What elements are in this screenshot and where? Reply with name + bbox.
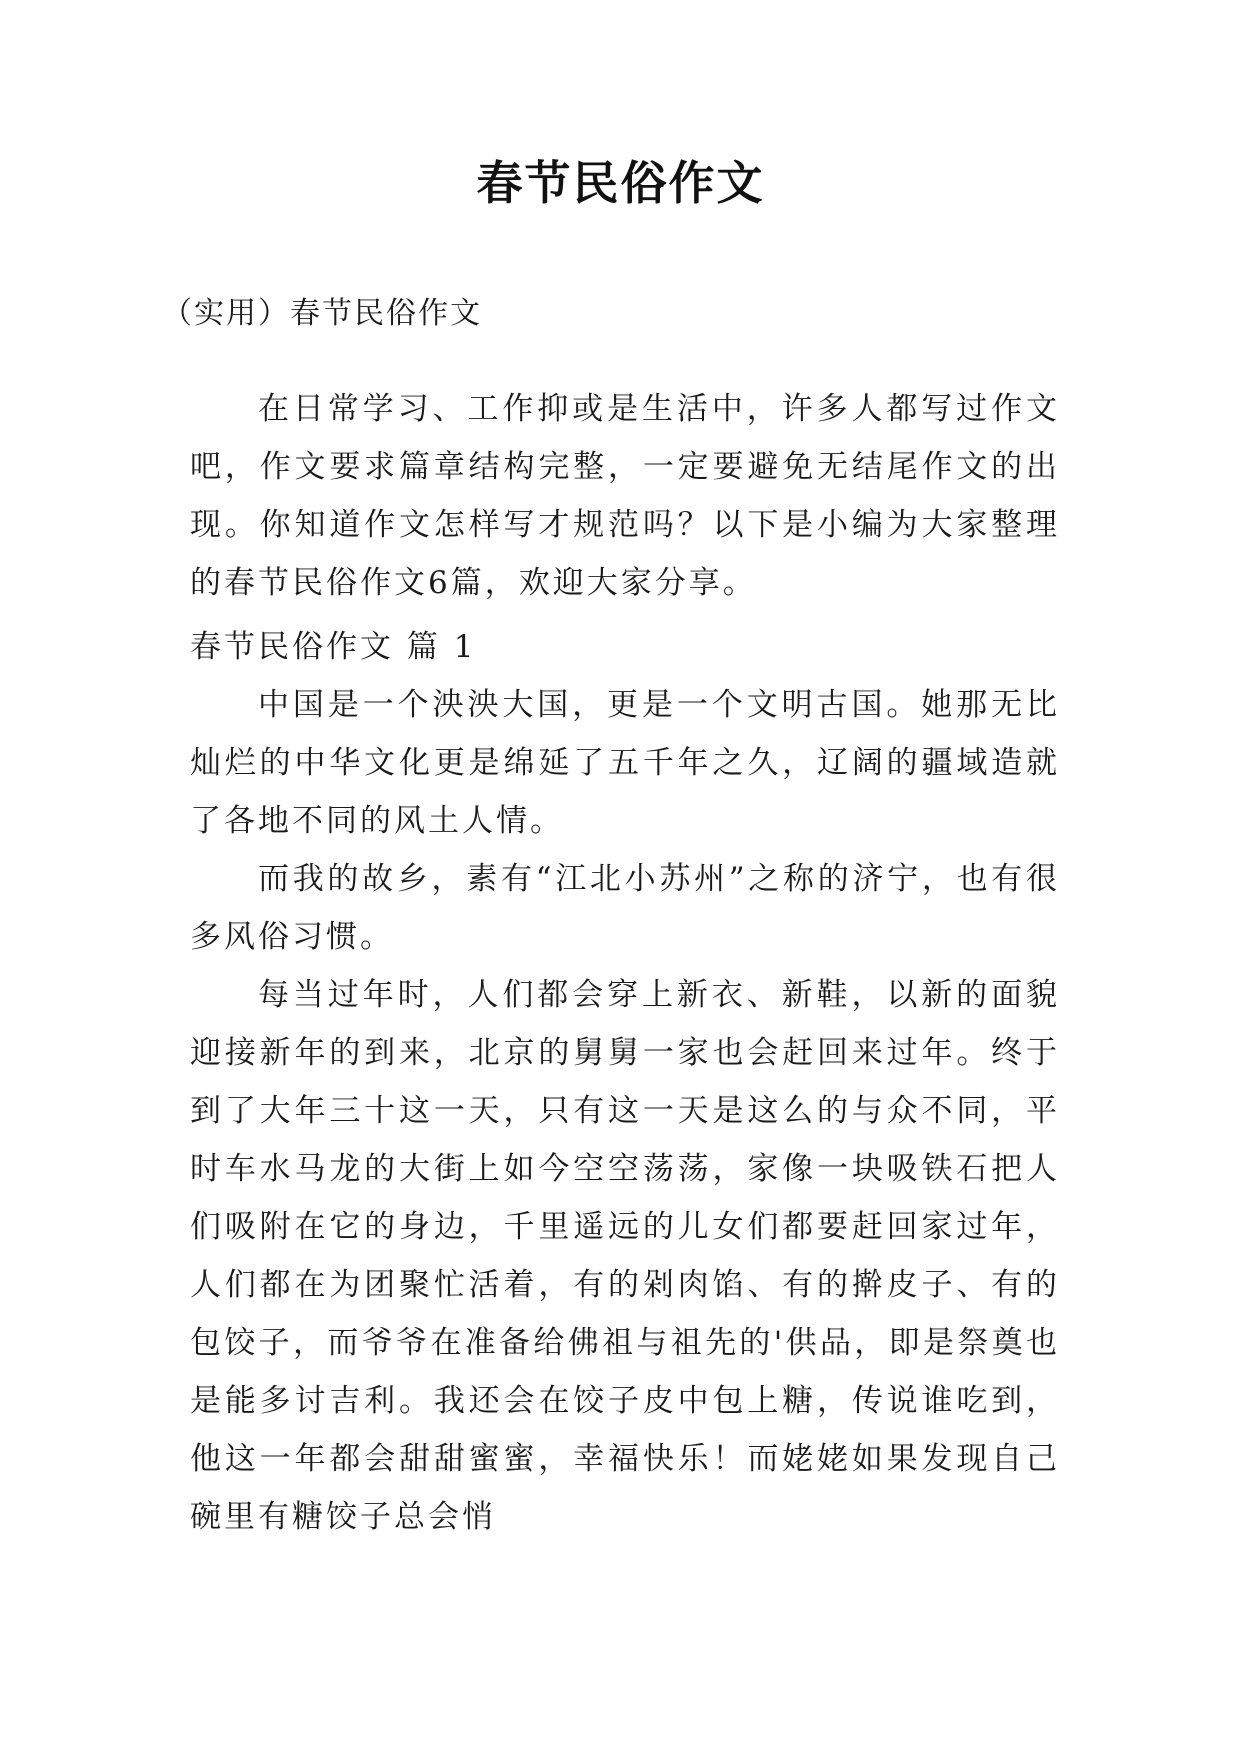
essay-paragraph: 而我的故乡，素有“江北小苏州”之称的济宁，也有很多风俗习惯。: [190, 861, 1060, 955]
document-subtitle: （实用）春节民俗作文: [162, 296, 482, 331]
intro-paragraph: 在日常学习、工作抑或是生活中，许多人都写过作文吧，作文要求篇章结构完整，一定要避免无结尾作文的出现。你知道作文怎样写才规范吗？以下是小编为大家整理的春节民俗作文6篇，欢迎大家分享。: [190, 391, 1060, 601]
intro-block: [190, 380, 1060, 612]
essay-paragraph: 中国是一个泱泱大国，更是一个文明古国。她那无比灿烂的中华文化更是绵延了五千年之久，辽阔的疆域造就了各地不同的风土人情。: [190, 687, 1060, 839]
essay-block: [190, 618, 1060, 1546]
section-heading: 春节民俗作文 篇 1: [190, 629, 477, 665]
document-title: 春节民俗作文: [476, 156, 765, 210]
essay-paragraph: 每当过年时，人们都会穿上新衣、新鞋，以新的面貌迎接新年的到来，北京的舅舅一家也会赶回来过年。终于到了大年三十这一天，只有这一天是这么的与众不同，平时车水马龙的大街上如今空空荡荡，家像一块吸铁石把人们吸附在它的身边，千里遥远的儿女们都要赶回家过年，人们都在为团聚忙活着，有的剁肉馅、有的擀皮子、有的包饺子，而爷爷在准备给佛祖与祖先的'供品，即是祭奠也是能多讨吉利。我还会在饺子皮中包上糖，传说谁吃到，他这一年都会甜甜蜜蜜，幸福快乐！而姥姥如果发现自己碗里有糖饺子总会悄: [190, 977, 1060, 1535]
